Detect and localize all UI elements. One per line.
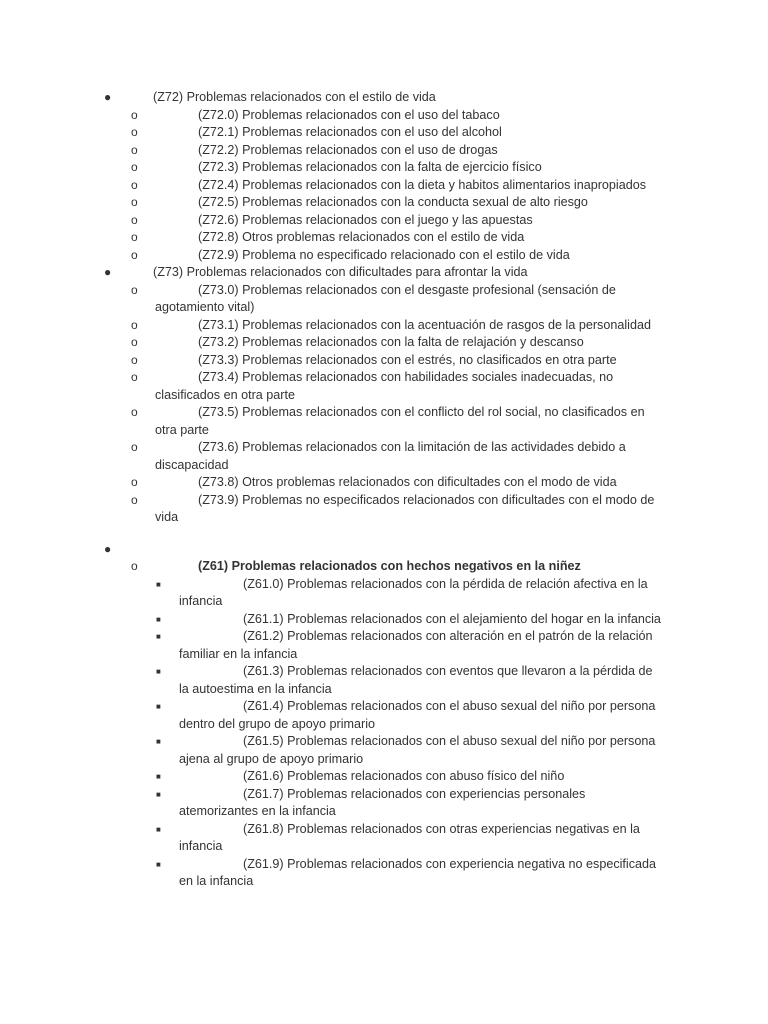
list-item — [0, 663, 768, 698]
list-item-text: (Z73.1) Problemas relacionados con la acentuación de rasgos de la personalidad — [198, 317, 651, 332]
list-item-text: (Z72.3) Problemas relacionados con la falta de ejercicio físico — [198, 160, 542, 174]
list-item — [0, 628, 768, 663]
list-item-text: (Z61.2) Problemas relacionados con alteración en el patrón de la relación familiar en la infancia — [179, 629, 653, 661]
bullet-circle-icon: o — [131, 247, 138, 262]
list-item-text: (Z73.8) Otros problemas relacionados con dificultades con el modo de vida — [198, 475, 617, 489]
bullet-circle-icon: o — [131, 335, 138, 349]
bullet-disc-icon: ● — [104, 265, 112, 279]
list-item — [0, 576, 768, 611]
list-item — [0, 212, 768, 230]
bullet-square-icon: ■ — [156, 859, 161, 869]
list-item-z73 — [0, 264, 768, 282]
list-item — [0, 334, 768, 352]
list-item — [0, 124, 768, 142]
list-item-text: (Z72.4) Problemas relacionados con la dieta y habitos alimentarios inapropiados — [198, 177, 647, 192]
list-item — [0, 492, 768, 527]
list-item — [0, 611, 768, 629]
list-item-text: (Z72.6) Problemas relacionados con el juego y las apuestas — [198, 212, 533, 227]
list-item — [0, 229, 768, 247]
bullet-circle-icon: o — [131, 160, 138, 174]
list-item-text: (Z61.3) Problemas relacionados con eventos que llevaron a la pérdida de la autoestima en la infancia — [179, 664, 653, 696]
document-page — [0, 89, 768, 891]
empty-list-item — [0, 541, 768, 559]
list-item-text: (Z73.0) Problemas relacionados con el desgaste profesional (sensación de agotamiento vital) — [155, 282, 616, 314]
bullet-circle-icon: o — [131, 559, 138, 573]
list-item-text: (Z73.4) Problemas relacionados con habilidades sociales inadecuadas, no clasificados en otra parte — [155, 370, 614, 402]
bullet-square-icon: ■ — [156, 632, 161, 641]
bullet-square-icon: ■ — [156, 702, 161, 711]
list-item-text: (Z73.6) Problemas relacionados con la limitación de las actividades debido a discapacidad — [155, 440, 626, 472]
list-item-text: (Z61.4) Problemas relacionados con el abuso sexual del niño por persona dentro del grupo de apoyo primario — [179, 699, 656, 731]
bullet-square-icon: ■ — [156, 824, 161, 834]
bullet-circle-icon: o — [131, 230, 138, 244]
list-item — [0, 282, 768, 317]
bullet-circle-icon: o — [131, 405, 138, 419]
bullet-circle-icon: o — [131, 177, 138, 192]
list-item-z61 — [0, 558, 768, 576]
list-item-text: (Z72.1) Problemas relacionados con el uso del alcohol — [198, 125, 502, 139]
list-item-text: (Z72.5) Problemas relacionados con la conducta sexual de alto riesgo — [198, 195, 588, 209]
bullet-disc-icon: ● — [104, 541, 112, 556]
list-item — [0, 733, 768, 768]
list-item — [0, 768, 768, 786]
bullet-circle-icon: o — [131, 195, 138, 209]
bullet-circle-icon: o — [131, 492, 138, 507]
section-heading-z72: (Z72) Problemas relacionados con el estilo de vida — [153, 90, 436, 104]
list-item — [0, 352, 768, 370]
list-item-text: (Z61.8) Problemas relacionados con otras experiencias negativas en la infancia — [179, 821, 640, 853]
list-item-text: (Z72.0) Problemas relacionados con el uso del tabaco — [198, 107, 500, 122]
list-item — [0, 177, 768, 195]
bullet-circle-icon: o — [131, 317, 138, 332]
list-item — [0, 142, 768, 160]
list-item — [0, 474, 768, 492]
list-item — [0, 369, 768, 404]
list-item-text: (Z61.9) Problemas relacionados con experiencia negativa no especificada en la infancia — [179, 856, 657, 888]
list-item — [0, 107, 768, 125]
bullet-circle-icon: o — [131, 475, 138, 489]
bullet-square-icon: ■ — [156, 737, 161, 746]
bullet-square-icon: ■ — [156, 614, 161, 624]
bullet-circle-icon: o — [131, 212, 138, 227]
list-item-text: (Z73.3) Problemas relacionados con el estrés, no clasificados en otra parte — [198, 352, 617, 367]
list-item — [0, 856, 768, 891]
bullet-square-icon: ■ — [156, 772, 161, 781]
bullet-square-icon: ■ — [156, 789, 161, 799]
bullet-circle-icon: o — [131, 125, 138, 139]
list-item — [0, 404, 768, 439]
bullet-disc-icon: ● — [104, 90, 112, 104]
list-item — [0, 698, 768, 733]
list-item-text: (Z61.6) Problemas relacionados con abuso físico del niño — [243, 769, 565, 783]
list-item — [0, 194, 768, 212]
bullet-circle-icon: o — [131, 370, 138, 384]
list-item-text: (Z73.9) Problemas no especificados relacionados con dificultades con el modo de vida — [155, 492, 655, 524]
list-item — [0, 821, 768, 856]
list-item-text: (Z61.1) Problemas relacionados con el alejamiento del hogar en la infancia — [243, 611, 661, 626]
list-item-text: (Z61.0) Problemas relacionados con la pérdida de relación afectiva en la infancia — [179, 576, 648, 608]
list-item-text: (Z72.2) Problemas relacionados con el uso de drogas — [198, 142, 498, 157]
bullet-circle-icon: o — [131, 282, 138, 297]
section-heading-z61: (Z61) Problemas relacionados con hechos negativos en la niñez — [198, 559, 581, 573]
list-item — [0, 159, 768, 177]
list-item-z72 — [0, 89, 768, 107]
list-item — [0, 439, 768, 474]
list-item-text: (Z61.7) Problemas relacionados con experiencias personales atemorizantes en la infancia — [179, 786, 586, 818]
list-item-text: (Z61.5) Problemas relacionados con el abuso sexual del niño por persona ajena al grupo de apoyo primario — [179, 734, 656, 766]
bullet-square-icon: ■ — [156, 667, 161, 676]
section-heading-z73: (Z73) Problemas relacionados con dificultades para afrontar la vida — [153, 265, 528, 279]
list-item — [0, 786, 768, 821]
list-item-text: (Z72.9) Problema no especificado relacionado con el estilo de vida — [198, 247, 570, 262]
list-item-text: (Z72.8) Otros problemas relacionados con el estilo de vida — [198, 230, 525, 244]
bullet-circle-icon: o — [131, 107, 138, 122]
bullet-circle-icon: o — [131, 142, 138, 157]
bullet-circle-icon: o — [131, 352, 138, 367]
list-item-text: (Z73.5) Problemas relacionados con el conflicto del rol social, no clasificados en otra parte — [155, 405, 645, 437]
bullet-circle-icon: o — [131, 440, 138, 454]
spacer — [0, 527, 768, 541]
list-item-text: (Z73.2) Problemas relacionados con la falta de relajación y descanso — [198, 335, 584, 349]
list-item — [0, 317, 768, 335]
bullet-square-icon: ■ — [156, 579, 161, 589]
list-item — [0, 247, 768, 265]
